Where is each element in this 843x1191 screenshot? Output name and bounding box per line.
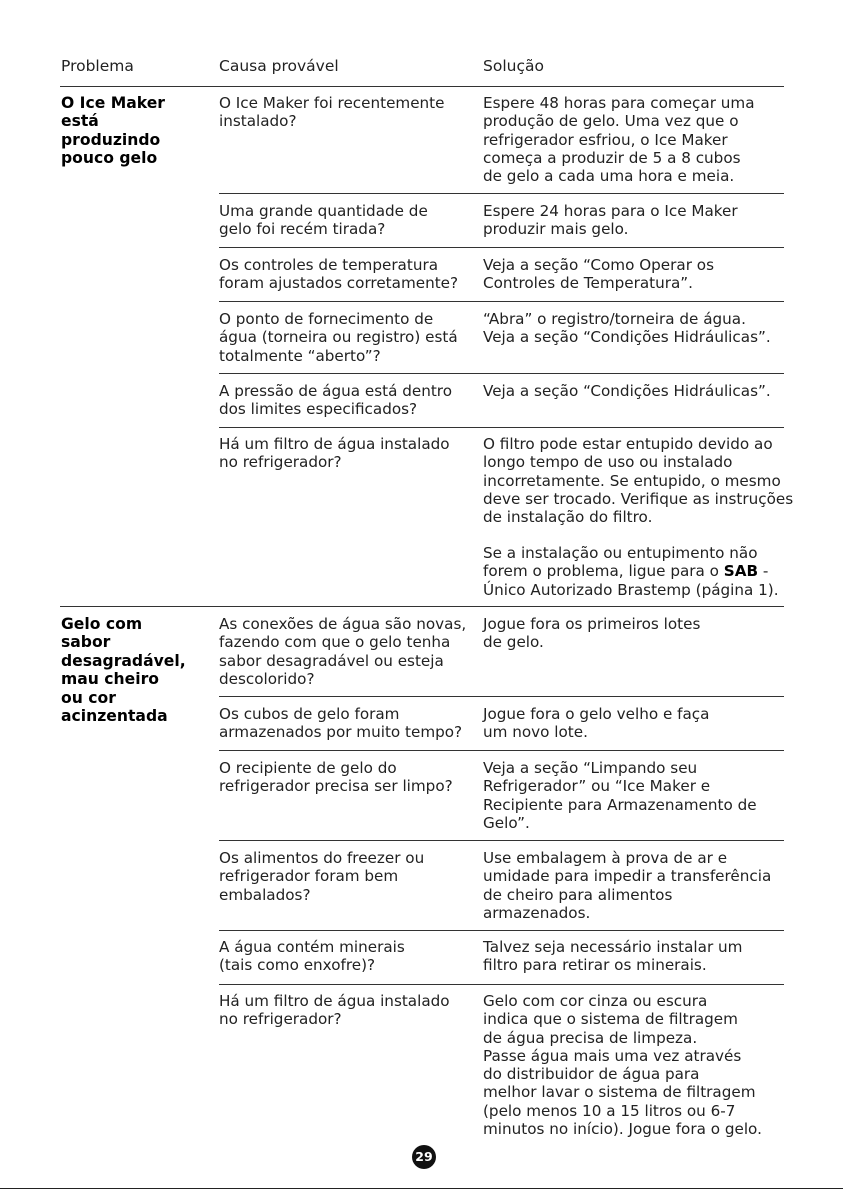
row-divider [219, 427, 784, 428]
solution-text: O filtro pode estar entupido devido ao longo tempo de uso ou instalado incorretamente. Se entupido, o mesmo deve ser trocado. Verifique as instruções de instalação do filtro. [483, 435, 794, 527]
solution-text: “Abra” o registro/torneira de água. Veja a seção “Condições Hidráulicas”. [483, 310, 771, 347]
cause-text: Uma grande quantidade de gelo foi recém tirada? [219, 202, 428, 239]
solution-text: Jogue fora o gelo velho e faça um novo lote. [483, 705, 710, 742]
header-problem: Problema [61, 57, 134, 75]
cause-text: A pressão de água está dentro dos limites especificados? [219, 382, 452, 419]
solution-contact-post: - Único Autorizado Brastemp (página 1). [483, 562, 779, 599]
row-divider [219, 373, 784, 374]
solution-text: Veja a seção “Limpando seu Refrigerador” ou “Ice Maker e Recipiente para Armazenamento de Gelo”. [483, 759, 757, 832]
solution-text: Jogue fora os primeiros lotes de gelo. [483, 615, 701, 652]
cause-text: O ponto de fornecimento de água (torneira ou registro) está totalmente “aberto”? [219, 310, 458, 365]
page-number-badge: 29 [412, 1145, 436, 1169]
row-divider [219, 301, 784, 302]
row-divider [219, 984, 784, 985]
problem-ice-bad-taste-odor: Gelo com sabor desagradável, mau cheiro ou cor acinzentada [61, 615, 186, 726]
cause-text: Há um filtro de água instalado no refrigerador? [219, 992, 450, 1029]
row-divider [219, 840, 784, 841]
solution-text: Veja a seção “Como Operar os Controles de Temperatura”. [483, 256, 714, 293]
cause-text: O Ice Maker foi recentemente instalado? [219, 94, 445, 131]
group-divider [60, 606, 784, 607]
cause-text: Há um filtro de água instalado no refrigerador? [219, 435, 450, 472]
cause-text: Os cubos de gelo foram armazenados por muito tempo? [219, 705, 463, 742]
solution-text: Talvez seja necessário instalar um filtro para retirar os minerais. [483, 938, 743, 975]
header-solution: Solução [483, 57, 544, 75]
cause-text: A água contém minerais (tais como enxofre)? [219, 938, 405, 975]
cause-text: Os alimentos do freezer ou refrigerador foram bem embalados? [219, 849, 425, 904]
header-divider [60, 86, 784, 87]
solution-text: Gelo com cor cinza ou escura indica que o sistema de filtragem de água precisa de limpeza. Passe água mais uma vez através do distribuidor de água para melhor lavar o sistema de filtragem (pelo menos 10 a 15 litros ou 6-7 minutos no início). Jogue fora o gelo. [483, 992, 762, 1139]
row-divider [219, 247, 784, 248]
cause-text: As conexões de água são novas, fazendo com que o gelo tenha sabor desagradável ou esteja descolorido? [219, 615, 467, 688]
row-divider [219, 750, 784, 751]
row-divider [219, 930, 784, 931]
row-divider [219, 193, 784, 194]
solution-contact-pre: Se a instalação ou entupimento não forem o problema, ligue para o [483, 544, 758, 581]
cause-text: O recipiente de gelo do refrigerador precisa ser limpo? [219, 759, 453, 796]
sab-label: SAB [723, 562, 759, 581]
bottom-rule [0, 1188, 843, 1189]
solution-text: Veja a seção “Condições Hidráulicas”. [483, 382, 771, 400]
solution-contact-text [483, 544, 813, 599]
solution-text: Use embalagem à prova de ar e umidade para impedir a transferência de cheiro para alimentos armazenados. [483, 849, 772, 922]
problem-ice-maker-low-production: O Ice Maker está produzindo pouco gelo [61, 94, 165, 168]
row-divider [219, 696, 784, 697]
solution-text: Espere 24 horas para o Ice Maker produzir mais gelo. [483, 202, 738, 239]
solution-text: Espere 48 horas para começar uma produção de gelo. Uma vez que o refrigerador esfriou, o Ice Maker começa a produzir de 5 a 8 cubos de gelo a cada uma hora e meia. [483, 94, 755, 186]
cause-text: Os controles de temperatura foram ajustados corretamente? [219, 256, 459, 293]
header-cause: Causa provável [219, 57, 339, 75]
